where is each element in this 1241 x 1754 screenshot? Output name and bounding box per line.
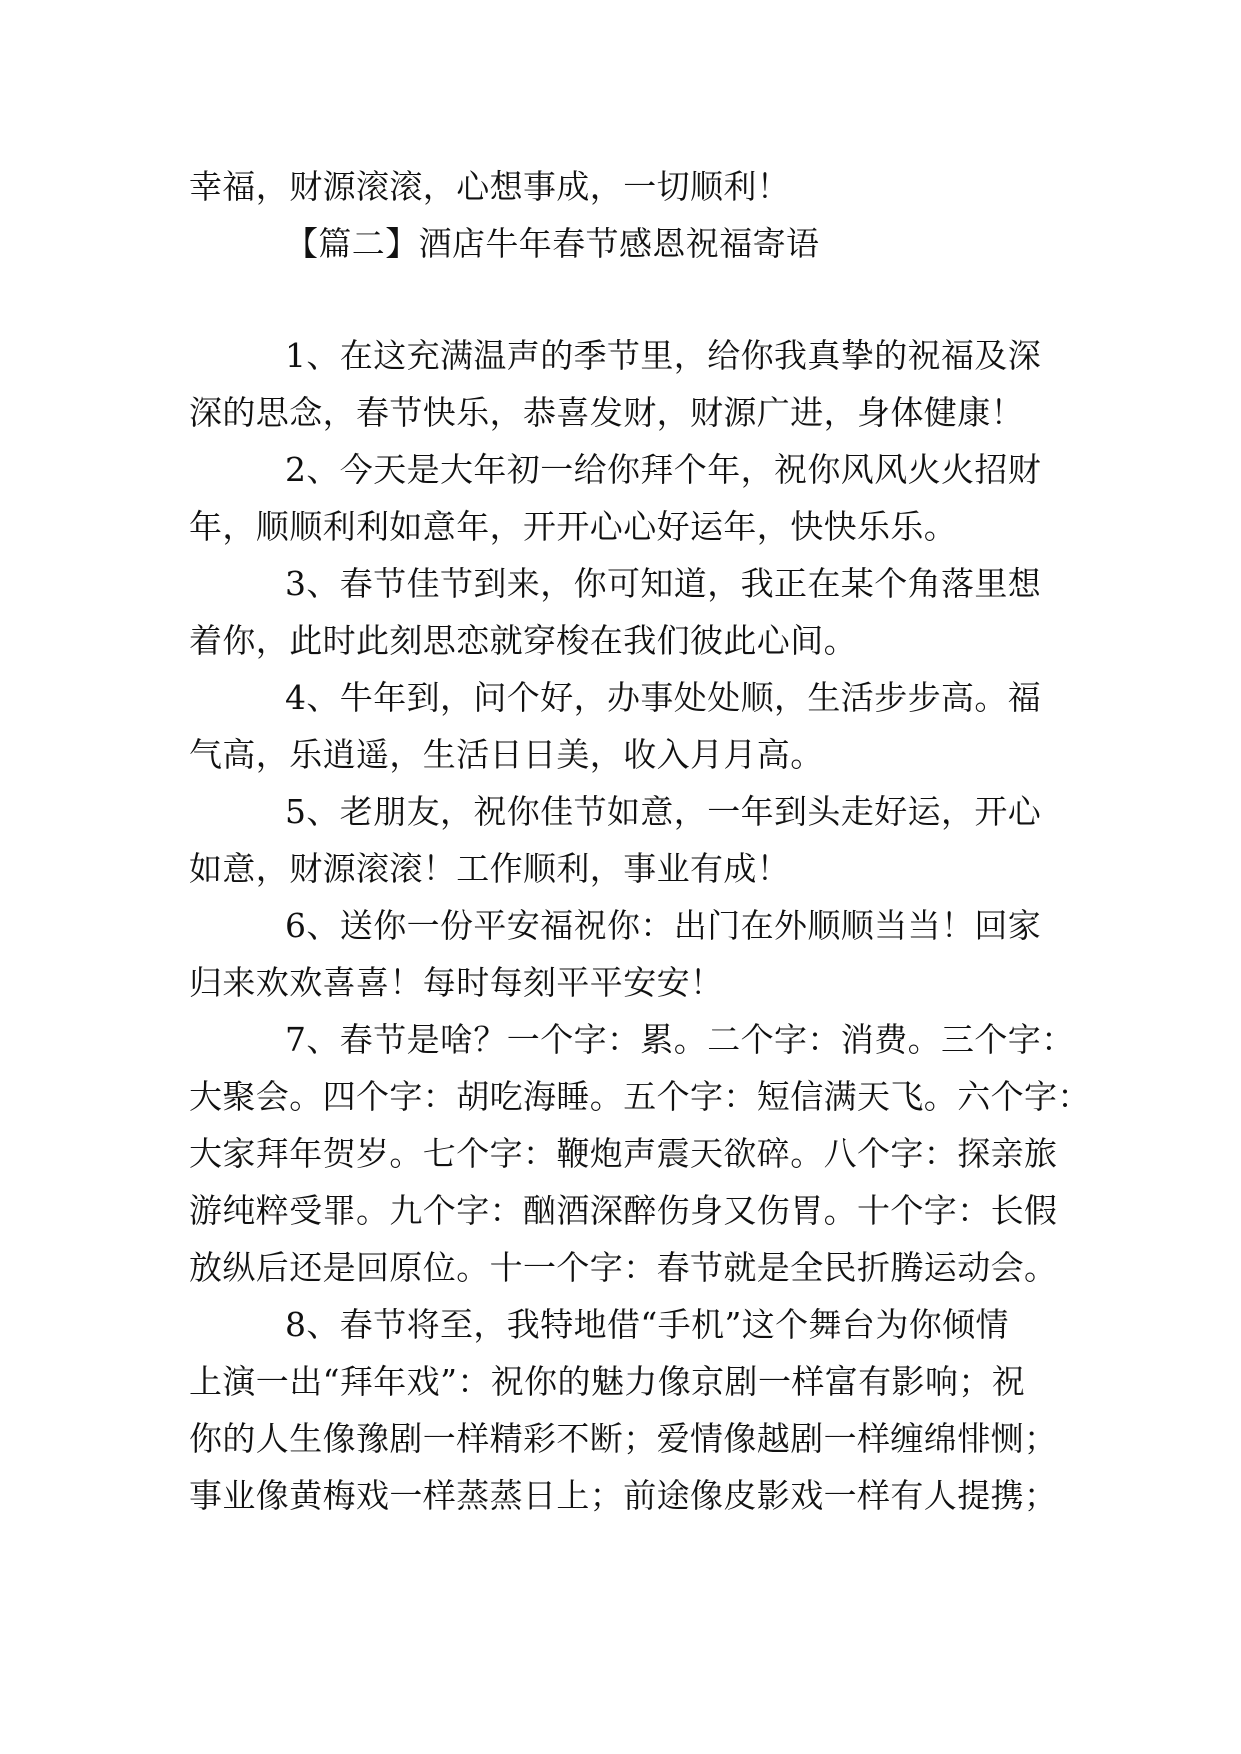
paragraph-line: 放纵后还是回原位。十一个字：春节就是全民折腾运动会。 — [189, 1248, 1058, 1287]
section-heading: 【篇二】酒店牛年春节感恩祝福寄语 — [285, 224, 820, 263]
paragraph-line: 4、牛年到，问个好，办事处处顺，生活步步高。福 — [285, 678, 1042, 717]
paragraph-6 — [189, 897, 1055, 1011]
paragraph-line: 着你，此时此刻思恋就穿梭在我们彼此心间。 — [189, 621, 857, 660]
paragraph-line: 5、老朋友，祝你佳节如意，一年到头走好运，开心 — [285, 792, 1042, 831]
intro-line: 幸福，财源滚滚，心想事成，一切顺利！ — [189, 167, 791, 206]
paragraph-line: 事业像黄梅戏一样蒸蒸日上；前途像皮影戏一样有人提携； — [189, 1476, 1058, 1515]
paragraph-line: 游纯粹受罪。九个字：酗酒深醉伤身又伤胃。十个字：长假 — [189, 1191, 1058, 1230]
paragraph-line: 归来欢欢喜喜！每时每刻平平安安！ — [189, 963, 724, 1002]
paragraph-line: 深的思念，春节快乐，恭喜发财，财源广进，身体健康！ — [189, 393, 1024, 432]
paragraph-line: 2、今天是大年初一给你拜个年，祝你风风火火招财 — [285, 450, 1042, 489]
paragraph-2 — [189, 441, 1055, 555]
paragraph-line: 年，顺顺利利如意年，开开心心好运年，快快乐乐。 — [189, 507, 958, 546]
paragraph-line: 大家拜年贺岁。七个字：鞭炮声震天欲碎。八个字：探亲旅 — [189, 1134, 1058, 1173]
paragraph-line: 如意，财源滚滚！工作顺利，事业有成！ — [189, 849, 791, 888]
paragraph-line: 6、送你一份平安福祝你：出门在外顺顺当当！回家 — [285, 906, 1042, 945]
paragraph-1 — [189, 327, 1055, 441]
paragraph-line: 你的人生像豫剧一样精彩不断；爱情像越剧一样缠绵悱恻； — [189, 1419, 1058, 1458]
paragraph-8 — [189, 1296, 1058, 1524]
paragraph-line: 上演一出“拜年戏”：祝你的魅力像京剧一样富有影响；祝 — [189, 1362, 1026, 1401]
paragraph-line: 气高，乐逍遥，生活日日美，收入月月高。 — [189, 735, 824, 774]
paragraph-line: 8、春节将至，我特地借“手机”这个舞台为你倾情 — [285, 1305, 1009, 1344]
heading-spacer — [189, 272, 1055, 327]
paragraph-3 — [189, 555, 1055, 669]
paragraph-5 — [189, 783, 1055, 897]
paragraph-line: 1、在这充满温声的季节里，给你我真挚的祝福及深 — [285, 336, 1042, 375]
document-body — [189, 158, 1091, 1524]
paragraph-4 — [189, 669, 1055, 783]
paragraph-line: 大聚会。四个字：胡吃海睡。五个字：短信满天飞。六个字： — [189, 1077, 1091, 1116]
paragraph-line: 7、春节是啥？一个字：累。二个字：消费。三个字： — [285, 1020, 1075, 1059]
paragraph-line: 3、春节佳节到来，你可知道，我正在某个角落里想 — [285, 564, 1042, 603]
paragraph-7 — [189, 1011, 1091, 1296]
